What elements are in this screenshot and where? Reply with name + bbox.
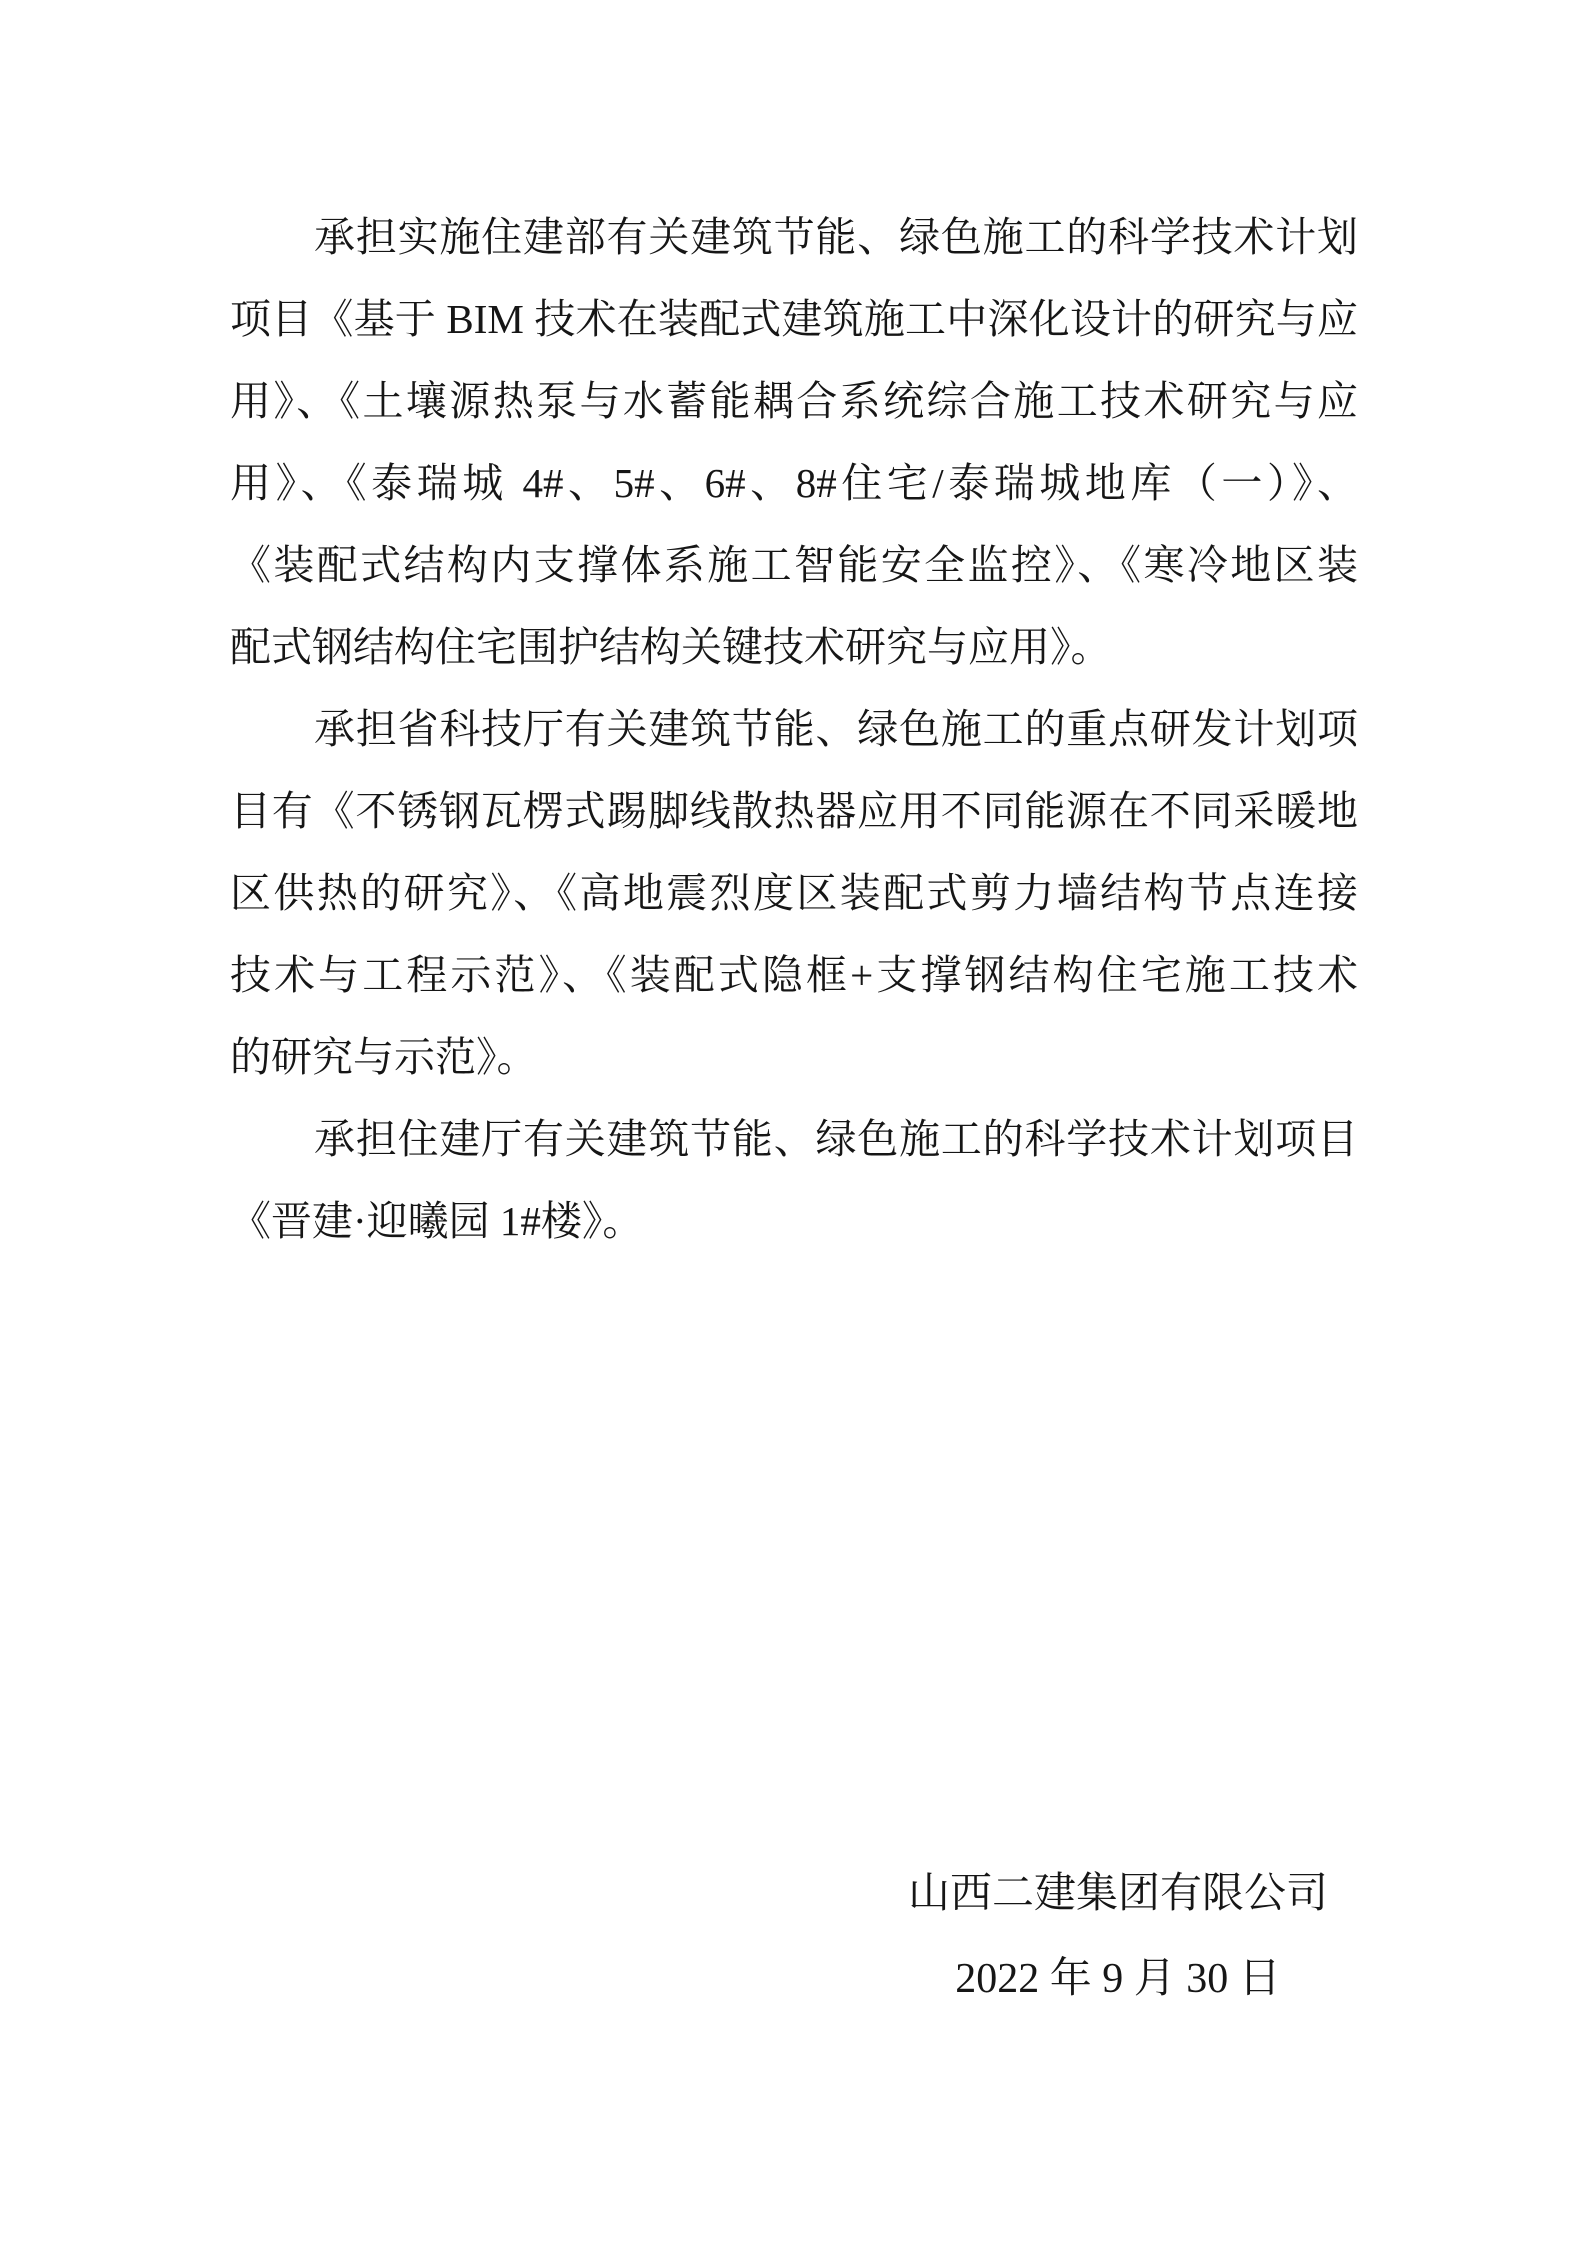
paragraph-2-line-5: 的研究与示范》。 xyxy=(230,1034,538,1080)
paragraph-2-line-2: 目有《不锈钢瓦楞式踢脚线散热器应用不同能源在不同采暖地 xyxy=(230,788,1358,834)
paragraph-2-line-1: 承担省科技厅有关建筑节能、绿色施工的重点研发计划项 xyxy=(314,706,1358,752)
paragraph-1-line-4: 用》、《泰瑞城 4#、5#、6#、8#住宅/泰瑞城地库（一）》、 xyxy=(230,460,1358,506)
paragraph-1-line-3: 用》、《土壤源热泵与水蓄能耦合系统综合施工技术研究与应 xyxy=(230,378,1358,424)
paragraph-1-line-2: 项目《基于 BIM 技术在装配式建筑施工中深化设计的研究与应 xyxy=(230,296,1358,342)
paragraph-2-line-4: 技术与工程示范》、《装配式隐框+支撑钢结构住宅施工技术 xyxy=(230,952,1358,998)
paragraph-1-line-5: 《装配式结构内支撑体系施工智能安全监控》、《寒冷地区装 xyxy=(230,542,1358,588)
paragraph-1-line-6: 配式钢结构住宅围护结构关键技术研究与应用》。 xyxy=(230,624,1112,670)
paragraph-3-line-1: 承担住建厅有关建筑节能、绿色施工的科学技术计划项目 xyxy=(314,1116,1358,1162)
signature-company: 山西二建集团有限公司 xyxy=(908,1871,1328,1917)
document-body xyxy=(230,196,1358,1262)
paragraph-2-line-3: 区供热的研究》、《高地震烈度区装配式剪力墙结构节点连接 xyxy=(230,870,1358,916)
signature-block xyxy=(908,1852,1328,2022)
paragraph-3-line-2: 《晋建·迎曦园 1#楼》。 xyxy=(230,1198,644,1244)
paragraph-1-line-1: 承担实施住建部有关建筑节能、绿色施工的科学技术计划 xyxy=(314,214,1358,260)
signature-date: 2022 年 9 月 30 日 xyxy=(955,1956,1281,2002)
